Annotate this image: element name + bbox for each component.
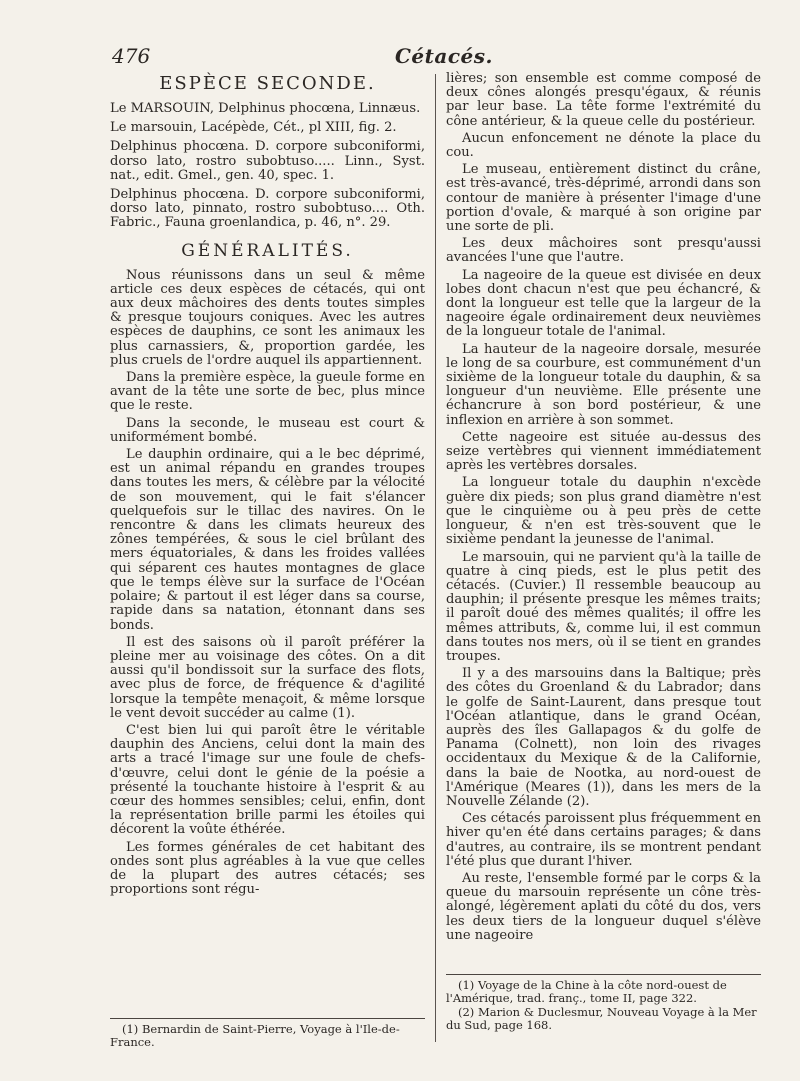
paragraph: Au reste, l'ensemble formé par le corps & la queue du marsouin représente un cône très-alongé, légèrement aplati du côté du dos, vers les deux tiers de la longueur duquel s'élève une nageoire bbox=[446, 870, 761, 943]
column-divider bbox=[435, 74, 436, 1042]
synonym-line: Delphinus phocœna. D. corpore subconiformi, dorso lato, rostro subobtuso..... Linn., Syst. nat., edit. Gmel., gen. 40, spec. 1. bbox=[110, 139, 425, 183]
paragraph: Nous réunissons dans un seul & même article ces deux espèces de cétacés, qui ont aux deux mâchoires des dents toutes simples & presque toujours coniques. Avec les autres espèces de dauphins, ce sont les animaux les plus carnassiers, &, proportion gardée, les plus cruels de l'ordre auquel ils appartiennent. bbox=[110, 267, 425, 368]
paragraph: Ces cétacés paroissent plus fréquemment en hiver qu'en été dans certains parages; & dans d'autres, au contraire, ils se montrent pendant l'été plus que durant l'hiver. bbox=[446, 811, 761, 869]
page-number: 476 bbox=[112, 44, 151, 68]
footnote: (2) Marion & Duclesmur, Nouveau Voyage à la Mer du Sud, page 168. bbox=[446, 1005, 757, 1032]
paragraph: Le museau, entièrement distinct du crâne, est très-avancé, très-déprimé, arrondi dans son contour de manière à présenter l'image d'une portion d'ovale, & marqué à son origine par une sorte de pli. bbox=[446, 162, 761, 235]
footnote-divider bbox=[110, 1018, 425, 1019]
paragraph: Dans la seconde, le museau est court & uniformément bombé. bbox=[110, 415, 425, 445]
paragraph: Il y a des marsouins dans la Baltique; près des côtes du Groenland & du Labrador; dans le golfe de Saint-Laurent, dans presque tout l'Océan atlantique, dans le grand Océan, auprès des îles Gallapagos & du golfe de Panama (Colnett), non loin des rivages occidentaux du Mexique & de la Californie, dans la baie de Nootka, au nord-ouest de l'Amérique (Meares (1)), dans les mers de la Nouvelle Zélande (2). bbox=[446, 666, 761, 809]
subsection-title: GÉNÉRALITÉS. bbox=[181, 240, 354, 261]
right-column bbox=[446, 72, 761, 946]
paragraph: La longueur totale du dauphin n'excède guère dix pieds; son plus grand diamètre n'est que le cinquième ou à peu près de cette longueur, & n'en est très-souvent que le sixième pendant la jeunesse de l'animal. bbox=[446, 475, 761, 548]
synonym-line: Delphinus phocœna. D. corpore subconiformi, dorso lato, pinnato, rostro subobtuso.... Oth. Fabric., Fauna groenlandica, p. 46, n°. 29. bbox=[110, 187, 425, 231]
paragraph: Cette nageoire est située au-dessus des seize vertèbres qui viennent immédiatement après les vertèbres dorsales. bbox=[446, 429, 761, 474]
paragraph: lières; son ensemble est comme composé de deux cônes alongés presqu'égaux, & réunis par leur base. La tête forme l'extrémité du cône antérieur, & la queue celle du postérieur. bbox=[446, 71, 761, 129]
running-title: Cétacés. bbox=[395, 44, 493, 68]
paragraph: Il est des saisons où il paroît préférer la pleine mer au voisinage des côtes. On a dit aussi qu'il bondissoit sur la surface des flots, avec plus de force, de fréquence & d'agilité lorsque la tempête menaçoit, & même lorsque le vent devoit succéder au calme (1). bbox=[110, 634, 425, 721]
section-title: ESPÈCE SECONDE. bbox=[159, 73, 376, 94]
right-footnotes bbox=[446, 964, 761, 1033]
paragraph: Dans la première espèce, la gueule forme en avant de la tête une sorte de bec, plus mince que le reste. bbox=[110, 370, 425, 414]
paragraph: La hauteur de la nageoire dorsale, mesurée le long de sa courbure, est communément d'un sixième de la longueur totale du dauphin, & sa longueur d'un neuvième. Elle présente une échancrure à son bord postérieur, & une inflexion en arrière à son sommet. bbox=[446, 341, 761, 428]
left-footnotes bbox=[110, 1008, 425, 1050]
footnote-divider bbox=[446, 974, 761, 975]
synonym-line: Le MARSOUIN, Delphinus phocœna, Linnæus. bbox=[110, 101, 421, 116]
page-header bbox=[0, 36, 800, 70]
left-column bbox=[110, 72, 425, 900]
paragraph: Aucun enfoncement ne dénote la place du cou. bbox=[446, 130, 761, 161]
paragraph: Le marsouin, qui ne parvient qu'à la taille de quatre à cinq pieds, est le plus petit des cétacés. (Cuvier.) Il ressemble beaucoup au dauphin; il présente presque les mêmes traits; il paroît doué des mêmes qualités; il offre les mêmes attributs, &, comme lui, il est commun dans toutes nos mers, où il se tient en grandes troupes. bbox=[446, 549, 761, 664]
paragraph: Les deux mâchoires sont presqu'aussi avancées l'une que l'autre. bbox=[446, 236, 761, 266]
synonym-line: Le marsouin, Lacépède, Cét., pl XIII, fig. 2. bbox=[110, 120, 397, 136]
footnote: (1) Voyage de la Chine à la côte nord-ouest de l'Amérique, trad. franç., tome II, page 322. bbox=[446, 978, 727, 1005]
paragraph: C'est bien lui qui paroît être le véritable dauphin des Anciens, celui dont la main des arts a tracé l'image sur une foule de chefs-d'œuvre, celui dont le génie de la poésie a présenté la touchante histoire à l'esprit & au cœur des hommes sensibles; celui, enfin, dont la représentation brille parmi les étoiles qui décorent la voûte éthérée. bbox=[110, 722, 425, 838]
footnote: (1) Bernardin de Saint-Pierre, Voyage à l'Ile-de-France. bbox=[110, 1022, 400, 1049]
paragraph: La nageoire de la queue est divisée en deux lobes dont chacun n'est que peu échancré, & dont la longueur est telle que la largeur de la nageoire égale ordinairement deux neuvièmes de la longueur totale de l'animal. bbox=[446, 267, 761, 340]
paragraph: Le dauphin ordinaire, qui a le bec déprimé, est un animal répandu en grandes troupes dans toutes les mers, & célèbre par la vélocité de son mouvement, qui le fait s'élancer quelquefois sur le tillac des navires. On le rencontre & dans les climats heureux des zônes tempérées, & sous le ciel brûlant des mers équatoriales, & dans les froides vallées qui séparent ces hautes montagnes de glace que le temps élève sur la surface de l'Océan polaire; & partout il est léger dans sa course, rapide dans sa natation, étonnant dans ses bonds. bbox=[110, 447, 425, 633]
paragraph: Les formes générales de cet habitant des ondes sont plus agréables à la vue que celles de la plupart des autres cétacés; ses proportions sont régu- bbox=[110, 839, 425, 898]
